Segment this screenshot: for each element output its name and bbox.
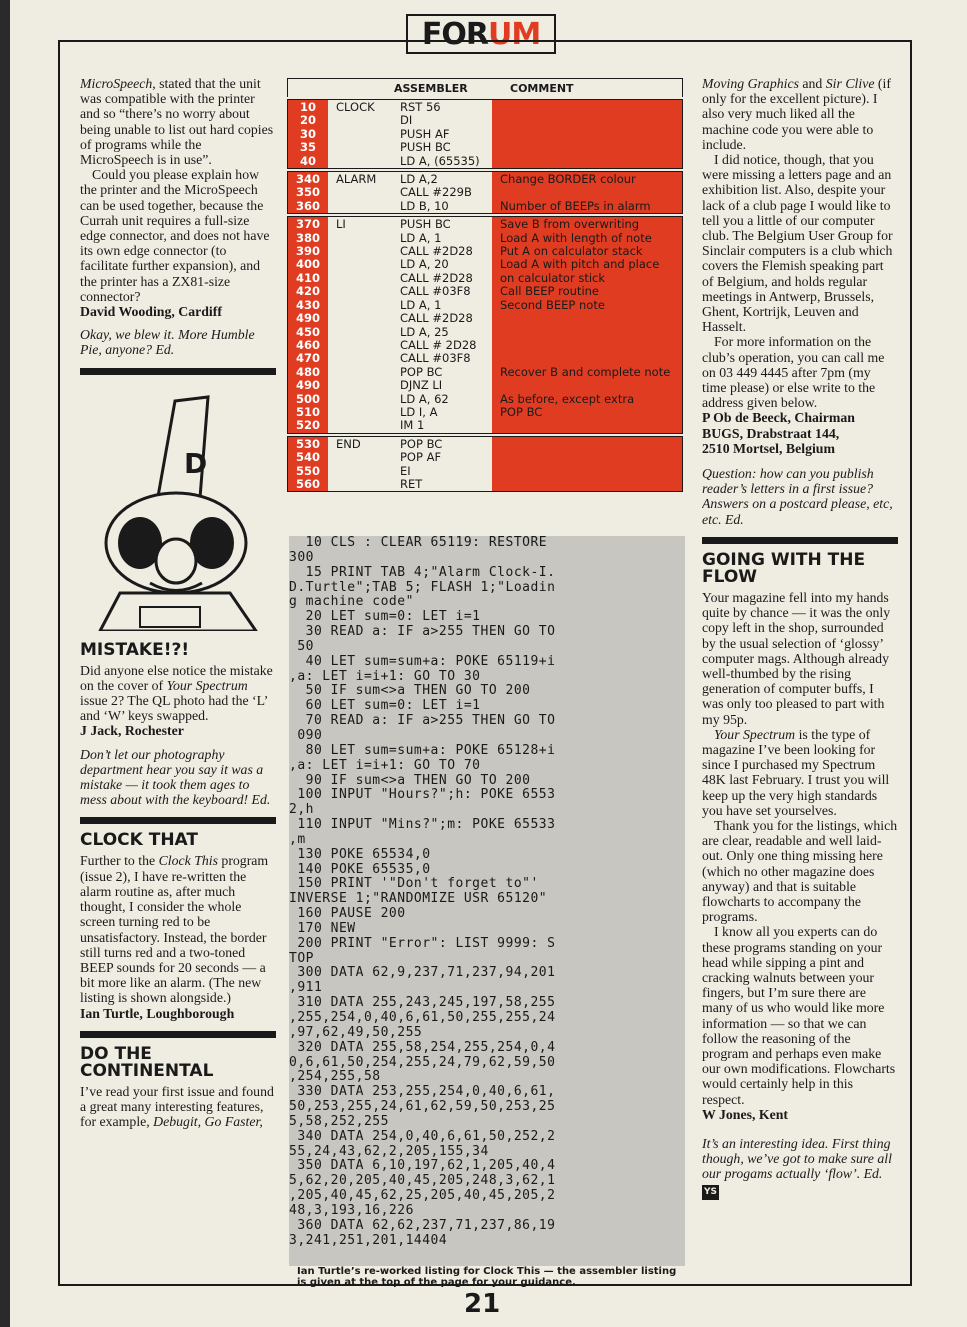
listing-line: 350 DATA 6,10,197,62,1,205,40,4	[289, 1158, 556, 1174]
listing-line: 330 DATA 253,255,254,0,40,6,61,	[289, 1084, 556, 1100]
listing-line: 200 PRINT "Error": LIST 9999: S	[289, 935, 556, 951]
listing-line: 110 INPUT "Mins?";m: POKE 65533	[289, 817, 556, 833]
instruction: EI	[400, 463, 411, 478]
assembler-block	[287, 99, 683, 169]
flow-heading: GOING WITH THE FLOW	[702, 549, 866, 587]
comment: Load A with length of note	[500, 230, 652, 245]
listing-line: g machine code"	[289, 594, 414, 610]
line-number: 520	[295, 418, 320, 433]
mistake-text: Did anyone else notice the mistake on the cover of Your Spectrum issue 2? The QL photo had the ‘L’ and ‘W’ keys swapped.	[80, 662, 273, 724]
listing-line: ,911	[289, 980, 323, 996]
assembler-instruction-column	[394, 217, 492, 433]
line-number: 370	[295, 217, 320, 232]
comment	[500, 114, 682, 127]
listing-line: 2,h	[289, 802, 314, 818]
assembler-line-number-column	[288, 172, 328, 213]
assembler-comment-column	[492, 100, 682, 168]
instruction: LD A, 1	[400, 297, 442, 312]
comment	[500, 451, 682, 464]
letter-address: 2510 Mortsel, Belgium	[702, 440, 835, 456]
instruction: PUSH BC	[400, 140, 451, 155]
comment	[500, 339, 682, 352]
line-number: 360	[295, 198, 320, 213]
comment: POP BC	[500, 404, 543, 419]
page-number: 21	[464, 1289, 501, 1319]
instruction: CALL #2D28	[400, 270, 473, 285]
comment: Put A on calculator stack	[500, 244, 643, 259]
instruction: IM 1	[400, 418, 425, 433]
comment: Second BEEP note	[500, 297, 605, 312]
ys-badge: YS	[702, 1185, 719, 1200]
listing-line: 10 CLS : CLEAR 65119: RESTORE	[289, 535, 548, 550]
assembler-line-number-column	[288, 100, 328, 168]
block-label: CLOCK	[336, 100, 375, 114]
assembler-block	[287, 436, 683, 493]
listing-line: ,a: LET i=i+1: GO TO 30	[289, 668, 481, 684]
listing-line: 150 PRINT '"Don't forget to"'	[289, 876, 539, 892]
instruction: RET	[400, 476, 423, 491]
instruction: CALL #2D28	[400, 244, 473, 259]
assembler-label-column	[328, 100, 394, 168]
listing-line: 310 DATA 255,243,245,197,58,255	[289, 995, 556, 1011]
listing-line: 360 DATA 62,62,237,71,237,86,19	[289, 1217, 556, 1233]
instruction: LD A, 25	[400, 324, 449, 339]
comment: Change BORDER colour	[500, 172, 636, 187]
flow-paragraph: I know all you experts can do these programs standing on your head while sipping a pint and cracking walnuts between your fingers, but I’m sure there are many of us who would like more information — so that we can follow the reasoning of the program and perhaps even make our own modifications. Flowcharts would certainly help in this respect.	[702, 924, 896, 1107]
comment	[500, 128, 682, 141]
assembler-column-header: ASSEMBLER	[394, 82, 468, 95]
comment	[500, 326, 682, 339]
listing-line: 5,62,20,205,40,45,205,248,3,62,1	[289, 1173, 556, 1189]
instruction: POP BC	[400, 436, 443, 451]
line-number: 400	[295, 257, 320, 272]
listing-line: 130 POKE 65534,0	[289, 846, 431, 862]
continental-text: I’ve read your first issue and found a great many interesting features, for example, Debugit, Go Faster,	[80, 1083, 274, 1130]
listing-line: 0,6,61,50,254,255,24,79,62,59,50	[289, 1054, 556, 1070]
mistake-signature: J Jack, Rochester	[80, 723, 184, 739]
comment	[500, 379, 682, 392]
listing-line: 20 LET sum=0: LET i=1	[289, 609, 481, 625]
listing-line: 90 IF sum<>a THEN GO TO 200	[289, 772, 531, 788]
instruction: CALL #03F8	[400, 284, 471, 299]
flow-paragraph: Your magazine fell into my hands quite by chance — it was the only copy left in the shop, surrounded by the usual selection of ‘glossy’ computer mags. Although already well-thumbed by the rising generation of computer buffs, I was only too pleased to part with my 95p.	[702, 589, 891, 727]
line-number: 500	[295, 391, 320, 406]
assembler-comment-column	[492, 437, 682, 492]
editor-reply: Question: how can you publish reader’s letters in a first issue? Answers on a postcard please, etc, etc. Ed.	[702, 466, 893, 527]
line-number: 530	[295, 436, 320, 451]
editor-reply: It’s an interesting idea. First thing though, we’ve got to make sure all our progams actually ‘flow’. Ed. YS	[702, 1136, 898, 1200]
listing-line: INVERSE 1;"RANDOMIZE USR 65120"	[289, 891, 548, 907]
listing-line: 340 DATA 254,0,40,6,61,50,252,2	[289, 1128, 556, 1144]
listing-line: 3,241,251,201,14404	[289, 1232, 448, 1248]
basic-listing	[289, 536, 685, 1266]
line-number: 30	[299, 126, 316, 141]
listing-line: 30 READ a: IF a>255 THEN GO TO	[289, 624, 556, 640]
masthead-part2: U	[487, 16, 512, 52]
listing-line: 140 POKE 65535,0	[289, 861, 431, 877]
letter-address: BUGS, Drabstraat 144,	[702, 425, 840, 441]
section-divider	[702, 537, 898, 544]
italic-lead: MicroSpeech	[80, 76, 153, 91]
binder-edge	[0, 0, 10, 1327]
instruction: DJNZ LI	[400, 378, 443, 393]
line-number: 20	[299, 113, 316, 128]
assembler-instruction-column	[394, 172, 492, 213]
line-number: 390	[295, 244, 320, 259]
flow-paragraph: Thank you for the listings, which are clear, readable and well laid-out. Only one thing missing here (which no other magazine does anyway) and that is suitable flowcharts to accompany the programs.	[702, 817, 898, 925]
instruction: LD A,2	[400, 172, 438, 187]
comment	[500, 419, 682, 432]
dunce-cap-cartoon	[80, 393, 276, 631]
comment	[500, 438, 682, 451]
editor-reply: Okay, we blew it. More Humble Pie, anyone? Ed.	[80, 327, 255, 358]
listing-line: 50 IF sum<>a THEN GO TO 200	[289, 683, 531, 699]
letter-paragraph: I did notice, though, that you were missing a letters page and an exhibition list. Also, despite your lack of a club page I would like to tell you a little of our computer club. The Belgium User Group for Sinclair computers is a club which covers the Flemish speaking part of Belgium, and holds regular meetings in Antwerp, Brussels, Ghent, Kortrijk, Leuven and Hasselt.	[702, 152, 893, 335]
assembler-instruction-column	[394, 437, 492, 492]
listing-line: ,m	[289, 831, 306, 847]
listing-line: 160 PAUSE 200	[289, 906, 406, 922]
paragraph-text: , stated that the unit was compatible with the printer and so “there’s no worry about being unable to list out hard copies of programs while the MicroSpeech is in use”.	[80, 76, 274, 168]
comment: Call BEEP routine	[500, 284, 600, 299]
left-column	[80, 76, 276, 1129]
continental-heading: DO THE CONTINENTAL	[80, 1043, 214, 1081]
clock-heading: CLOCK THAT	[80, 830, 198, 851]
assembler-comment-column	[492, 172, 682, 213]
listing-line: 40 LET sum=sum+a: POKE 65119+i	[289, 653, 556, 669]
instruction: LD A, (65535)	[400, 153, 480, 168]
line-number: 540	[295, 450, 320, 465]
line-number: 35	[299, 140, 316, 155]
comment	[500, 478, 682, 491]
mistake-heading: MISTAKE!?!	[80, 639, 190, 660]
assembler-line-number-column	[288, 437, 328, 492]
listing-line: 55,24,43,62,2,205,155,34	[289, 1143, 489, 1159]
line-number: 490	[295, 378, 320, 393]
comment: As before, except extra	[500, 391, 635, 406]
listing-line: 80 LET sum=sum+a: POKE 65128+i	[289, 742, 556, 758]
listing-line: ,205,40,45,62,25,205,40,45,205,2	[289, 1188, 556, 1204]
line-number: 450	[295, 324, 320, 339]
instruction: RST 56	[400, 100, 441, 114]
assembler-comment-column	[492, 217, 682, 433]
instruction: LD A, 20	[400, 257, 449, 272]
assembler-label-column	[328, 437, 394, 492]
listing-line: 5,58,252,255	[289, 1113, 389, 1129]
instruction: LD I, A	[400, 404, 438, 419]
assembler-header	[287, 78, 683, 97]
letter-signature: David Wooding, Cardiff	[80, 304, 222, 320]
listing-line: ,a: LET i=i+1: GO TO 70	[289, 757, 481, 773]
listing-line: 320 DATA 255,58,254,255,254,0,4	[289, 1039, 556, 1055]
line-number: 340	[295, 172, 320, 187]
instruction: LD A, 1	[400, 230, 442, 245]
instruction: DI	[400, 113, 413, 128]
listing-caption: Ian Turtle’s re-worked listing for Clock This — the assembler listing is given at the top of the page for your guidance.	[297, 1266, 677, 1288]
instruction: CALL #2D28	[400, 311, 473, 326]
letter-paragraph: Moving Graphics and Sir Clive (if only for the excellent picture). I also very much liked all the machine code you were able to include.	[702, 76, 891, 152]
line-number: 430	[295, 297, 320, 312]
line-number: 490	[295, 311, 320, 326]
letter-paragraph: Could you please explain how the printer and the MicroSpeech can be used together, because the Currah unit requires a full-size edge connector, and does not have its own edge connector (to facilitate further expansion), and the printer has a ZX81-size connector?	[80, 167, 270, 304]
clock-text: Further to the Clock This program (issue 2), I have re-written the alarm routine as, after much thought, I consider the whole screen turning red to be unsatisfactory. Instead, the border still turns red and a two-toned BEEP sounds for 20 seconds — a bit more like an alarm. (The new listing is shown alongside.)	[80, 853, 269, 1006]
line-number: 350	[295, 185, 320, 200]
instruction: PUSH BC	[400, 217, 451, 232]
listing-line: ,97,62,49,50,255	[289, 1024, 423, 1040]
line-number: 550	[295, 463, 320, 478]
assembler-label-column	[328, 172, 394, 213]
block-label: ALARM	[336, 172, 377, 187]
line-number: 460	[295, 337, 320, 352]
instruction: PUSH AF	[400, 126, 450, 141]
listing-line: 300 DATA 62,9,237,71,237,94,201	[289, 965, 556, 981]
svg-text:D: D	[184, 446, 208, 480]
line-number: 420	[295, 284, 320, 299]
comment	[500, 186, 682, 199]
comment	[500, 312, 682, 325]
comment: Recover B and complete note	[500, 364, 671, 379]
comment: on calculator stick	[500, 270, 606, 285]
section-divider	[80, 1031, 276, 1038]
masthead-part1: FOR	[421, 16, 488, 52]
letter-paragraph: For more information on the club’s operation, you can call me on 03 449 4445 after 7pm (my time please) or else write to the address given below.	[702, 334, 885, 411]
assembler-block	[287, 171, 683, 214]
listing-line: 50	[289, 638, 314, 654]
letter-signature: P Ob de Beeck, Chairman	[702, 410, 855, 426]
comment-column-header: COMMENT	[510, 82, 574, 95]
listing-line: TOP	[289, 950, 314, 966]
instruction: CALL # 2D28	[400, 337, 477, 352]
comment	[500, 155, 682, 168]
letter-paragraph	[80, 76, 276, 167]
comment: Number of BEEPs in alarm	[500, 198, 651, 213]
block-label: END	[336, 436, 361, 451]
instruction: LD B, 10	[400, 198, 449, 213]
comment: Save B from overwriting	[500, 217, 640, 232]
editor-reply: Don’t let our photography department hear you say it was a mistake — it took them ages to mess about with the keyboard! Ed.	[80, 746, 271, 808]
assembler-line-number-column	[288, 217, 328, 433]
comment	[500, 465, 682, 478]
listing-line: 60 LET sum=0: LET i=1	[289, 698, 481, 714]
block-label: LI	[336, 217, 346, 232]
assembler-instruction-column	[394, 100, 492, 168]
instruction: CALL #03F8	[400, 351, 471, 366]
line-number: 560	[295, 476, 320, 491]
flow-signature: W Jones, Kent	[702, 1106, 788, 1122]
instruction: CALL #229B	[400, 185, 472, 200]
instruction: LD A, 62	[400, 391, 449, 406]
right-column	[702, 76, 898, 1200]
listing-line: ,255,254,0,40,6,61,50,255,255,24	[289, 1010, 556, 1025]
line-number: 480	[295, 364, 320, 379]
line-number: 40	[299, 153, 316, 168]
listing-line: 300	[289, 549, 314, 565]
comment	[500, 141, 682, 154]
assembler-table	[287, 78, 683, 492]
listing-line: 100 INPUT "Hours?";h: POKE 6553	[289, 787, 556, 803]
line-number: 410	[295, 270, 320, 285]
listing-line: D.Turtle";TAB 5; FLASH 1;"Loadin	[289, 579, 556, 595]
section-divider	[80, 368, 276, 375]
assembler-block	[287, 216, 683, 434]
listing-line: 48,3,193,16,226	[289, 1202, 414, 1218]
comment: Load A with pitch and place	[500, 257, 660, 272]
section-divider	[80, 817, 276, 824]
listing-line: 170 NEW	[289, 920, 356, 936]
listing-line: 090	[289, 727, 323, 743]
assembler-label-column	[328, 217, 394, 433]
listing-line: ,254,255,58	[289, 1069, 381, 1085]
comment	[500, 101, 682, 114]
line-number: 470	[295, 351, 320, 366]
listing-line: 15 PRINT TAB 4;"Alarm Clock-I.	[289, 564, 556, 580]
line-number: 510	[295, 404, 320, 419]
instruction: POP BC	[400, 364, 443, 379]
instruction: POP AF	[400, 450, 442, 465]
comment	[500, 352, 682, 365]
flow-paragraph: Your Spectrum is the type of magazine I’ve been looking for since I purchased my Spectrum 48K last February. I trust you will keep up the very high standards you have set yourselves.	[702, 726, 890, 818]
listing-line: 50,253,255,24,61,62,59,50,253,25	[289, 1099, 556, 1115]
line-number: 10	[299, 100, 316, 114]
listing-line: 70 READ a: IF a>255 THEN GO TO	[289, 713, 556, 729]
clock-signature: Ian Turtle, Loughborough	[80, 1005, 235, 1021]
line-number: 380	[295, 230, 320, 245]
masthead-part3: M	[511, 16, 541, 52]
